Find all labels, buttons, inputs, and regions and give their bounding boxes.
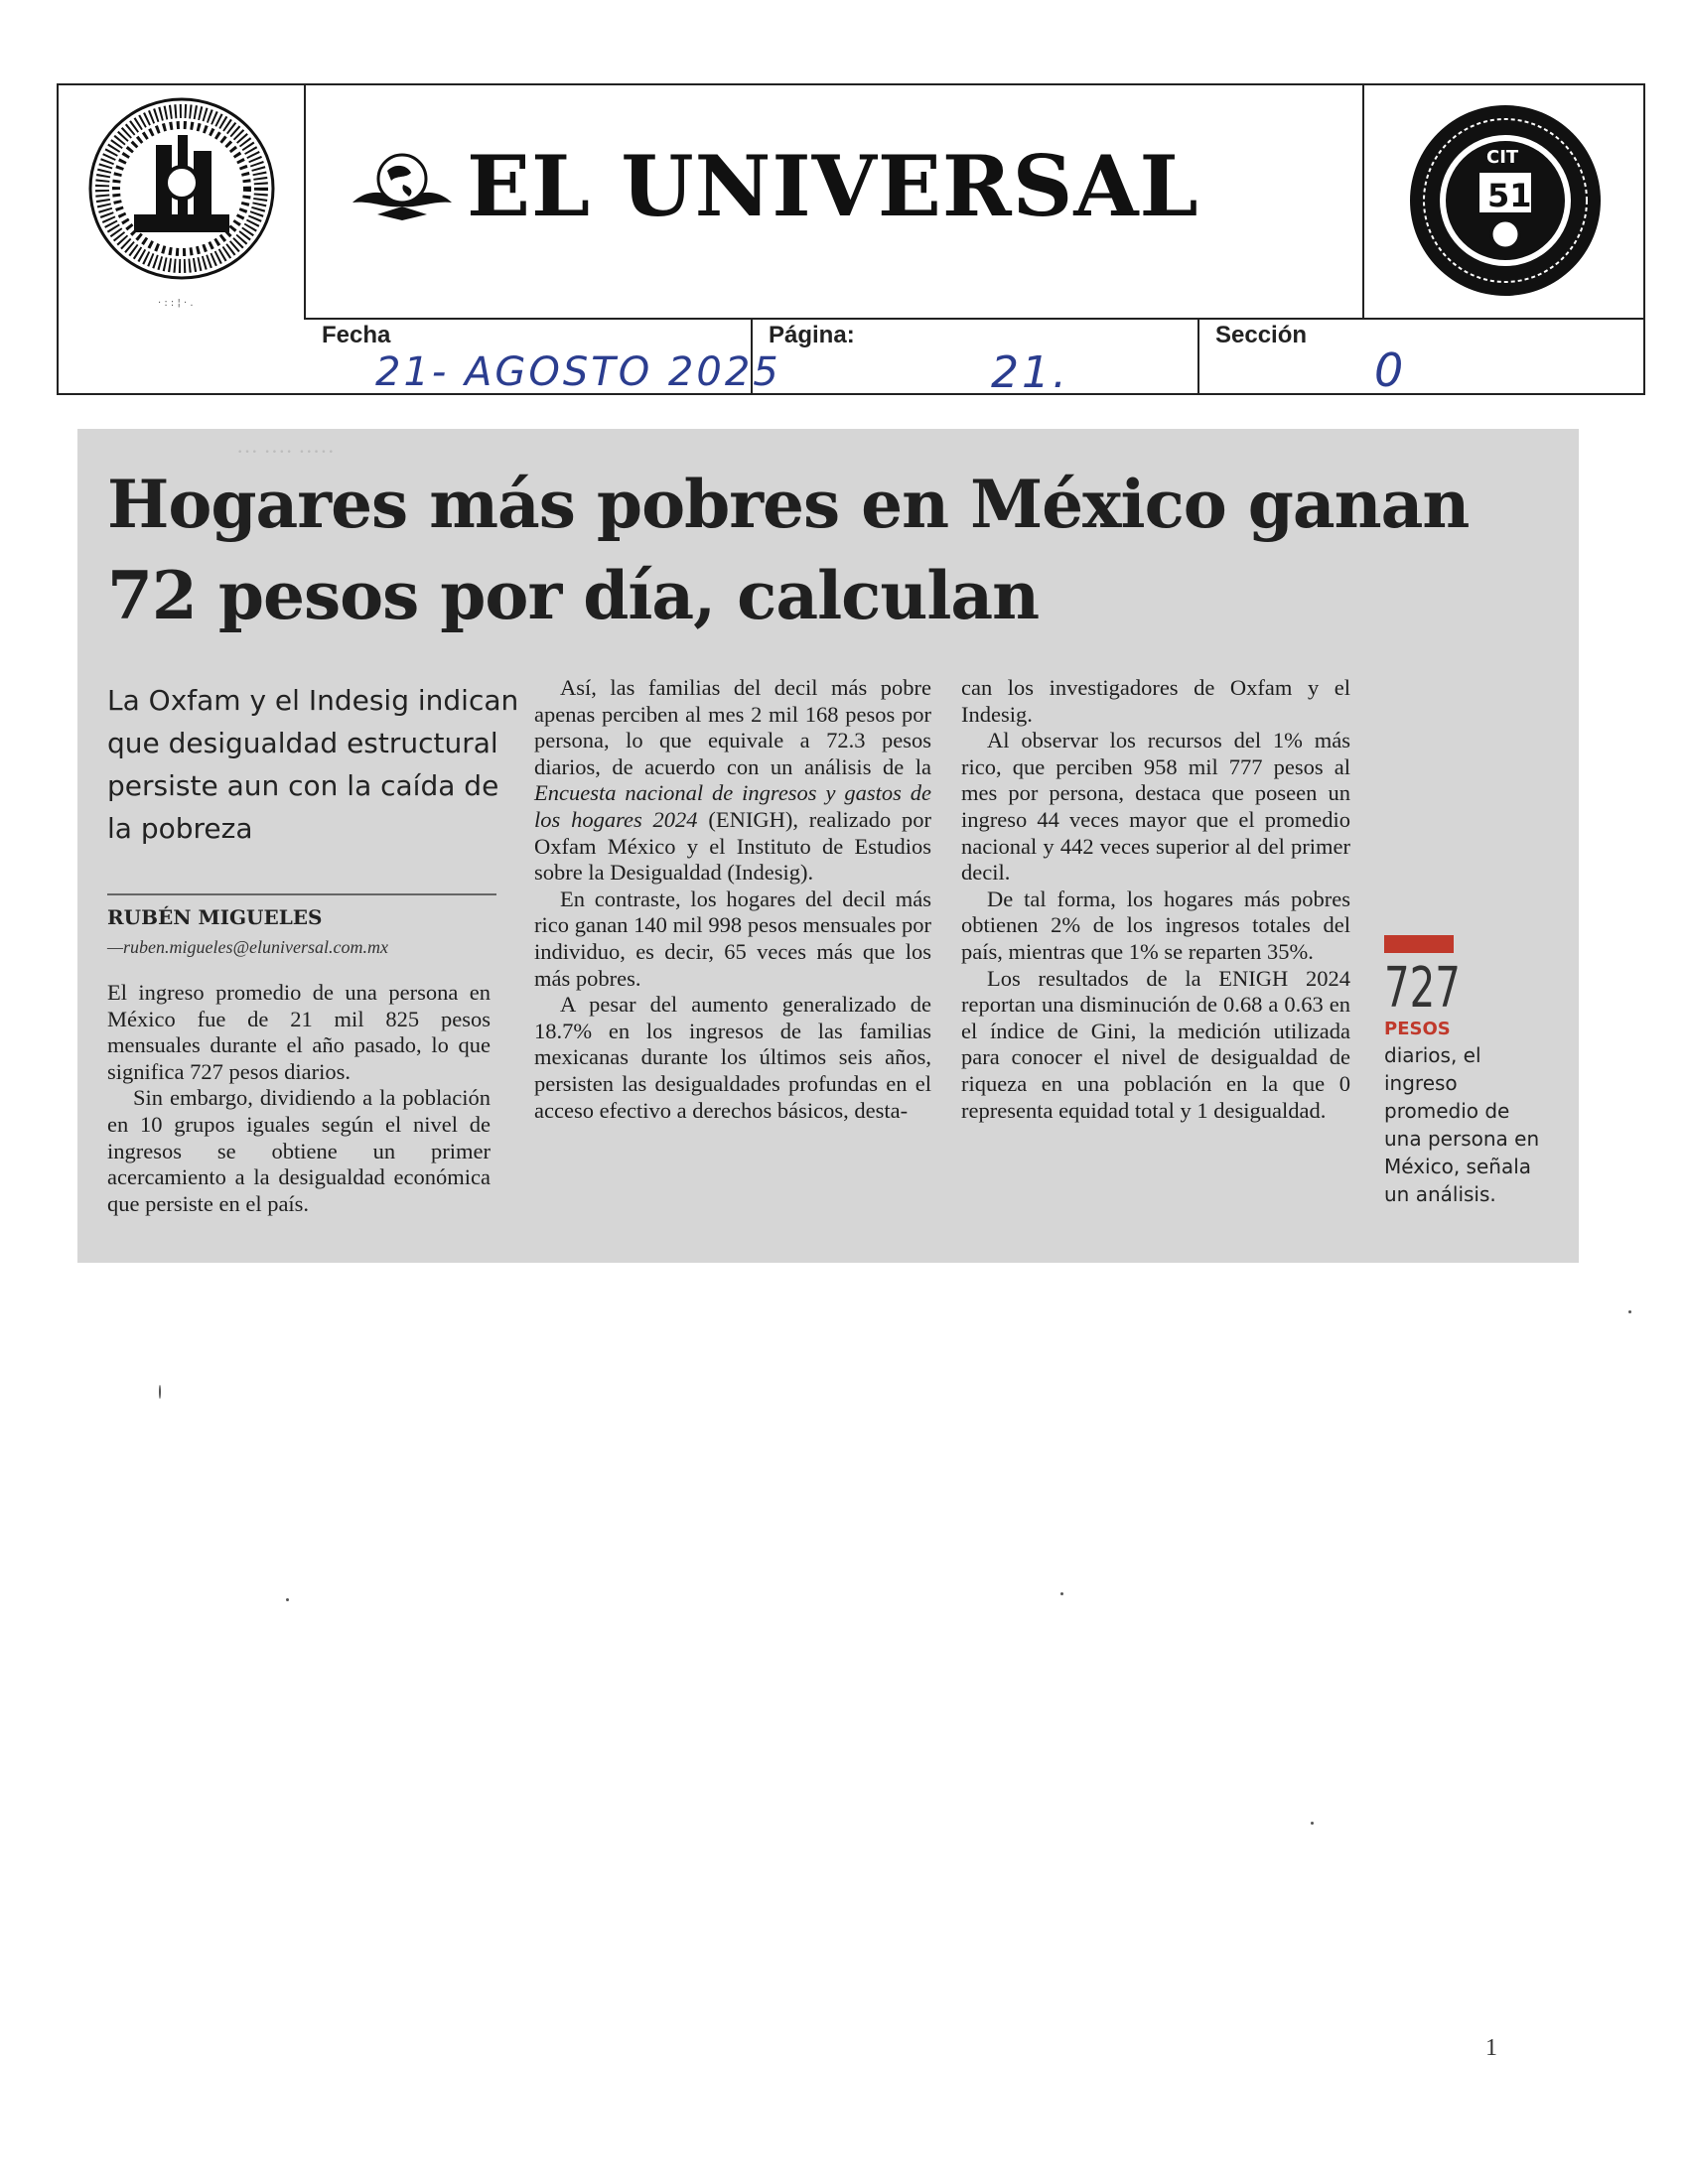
union-seal-icon [59, 85, 306, 320]
pagina-cell [753, 320, 1199, 398]
article-headline: Hogares más pobres en México ganan 72 pesos por día, calculan [107, 466, 1470, 634]
seccion-label: Sección [1215, 322, 1308, 348]
seccion-cell [1199, 320, 1643, 395]
scan-speck [159, 1385, 161, 1399]
seccion-handwritten: 0 [1374, 343, 1407, 397]
article-byline: RUBÉN MIGUELES [107, 905, 323, 929]
stat-description: diarios, el ingreso promedio de una persona en México, señala un análisis. [1384, 1043, 1540, 1206]
bleed-through-text: ··· ···· ····· [236, 439, 335, 464]
paragraph: can los investigadores de Oxfam y el Indesig. [961, 675, 1350, 727]
page-number: 1 [1485, 2035, 1497, 2061]
info-row [306, 320, 1643, 398]
newspaper-title: EL UNIVERSAL [467, 137, 1199, 235]
cit-seal-icon [1364, 85, 1645, 320]
svg-text:51: 51 [1487, 177, 1532, 214]
paragraph: Sin embargo, dividiendo a la población en 10 grupos iguales según el nivel de ingresos se obtiene un primer acercamiento a la desigualdad económica que persiste en el país. [107, 1085, 491, 1216]
globe-eagle-icon [348, 145, 457, 234]
svg-text:CIT: CIT [1486, 147, 1519, 168]
byline-rule [107, 893, 496, 895]
paragraph: Los resultados de la ENIGH 2024 reportan una disminución de 0.68 a 0.63 en el índice de Gini, la medición utilizada para conocer el nivel de desigualdad de riqueza en una población en la que 0 representa equidad total y 1 desigualdad. [961, 965, 1350, 1123]
union-seal-cell [59, 85, 306, 320]
paragraph: A pesar del aumento generalizado de 18.7% en los ingresos de las familias mexicanas durante los últimos seis años, persisten las desigualdades profundas en el acceso efectivo a derechos básicos, desta- [534, 992, 931, 1123]
scan-speck [1060, 1592, 1063, 1595]
stat-callout [1384, 935, 1553, 1208]
pagina-label: Página: [769, 322, 855, 348]
cit-seal-cell [1362, 85, 1643, 320]
stat-unit: PESOS [1384, 1019, 1451, 1039]
paragraph: Al observar los recursos del 1% más rico, que perciben 958 mil 777 pesos al mes por persona, destaca que poseen un ingreso 44 veces mayor que el promedio nacional y 442 veces superior al del primer decil. [961, 728, 1350, 886]
article-deck: La Oxfam y el Indesig indican que desigualdad estructural persiste aun con la caída de la pobreza [107, 684, 519, 845]
paragraph: El ingreso promedio de una persona en México fue de 21 mil 825 pesos mensuales durante el año pasado, lo que significa 727 pesos diarios. [107, 980, 491, 1084]
masthead-box [57, 83, 1645, 398]
fecha-handwritten: 21- AGOSTO 2025 [375, 349, 781, 395]
paragraph: De tal forma, los hogares más pobres obtienen 2% de los ingresos totales del país, mientras que 1% se reparten 35%. [961, 886, 1350, 964]
stat-number: 727 [1384, 956, 1461, 1021]
article-column-3 [961, 675, 1350, 1124]
survey-title: Encuesta nacional de ingresos y gastos de los hogares 2024 [534, 780, 931, 832]
scan-speck [1628, 1310, 1631, 1313]
article-clipping [77, 429, 1579, 1263]
article-column-2 [534, 675, 931, 1124]
stat-accent-bar [1384, 935, 1454, 953]
paragraph: En contraste, los hogares del decil más rico ganan 140 mil 998 pesos mensuales por individuo, es decir, 65 veces más que los más pobres. [534, 886, 931, 991]
fecha-label: Fecha [322, 322, 391, 348]
article-column-1 [107, 980, 491, 1217]
svg-text:· : ꞉ ¦ · .: · : ꞉ ¦ · . [158, 298, 194, 309]
scan-speck [1311, 1822, 1314, 1825]
fecha-cell [306, 320, 781, 395]
author-email: —ruben.migueles@eluniversal.com.mx [107, 937, 388, 957]
logo-cell [306, 85, 1362, 320]
paragraph: Así, las familias del decil más pobre apenas perciben al mes 2 mil 168 pesos por persona, lo que equivale a 72.3 pesos diarios, de acuerdo con un análisis de la Encuesta nacional de ingresos y gastos de los hogares 2024 (ENIGH), realizado por Oxfam México y el Instituto de Estudios sobre la Desigualdad (Indesig). [534, 675, 932, 886]
scan-speck [286, 1598, 289, 1601]
pagina-handwritten: 21. [991, 347, 1069, 398]
